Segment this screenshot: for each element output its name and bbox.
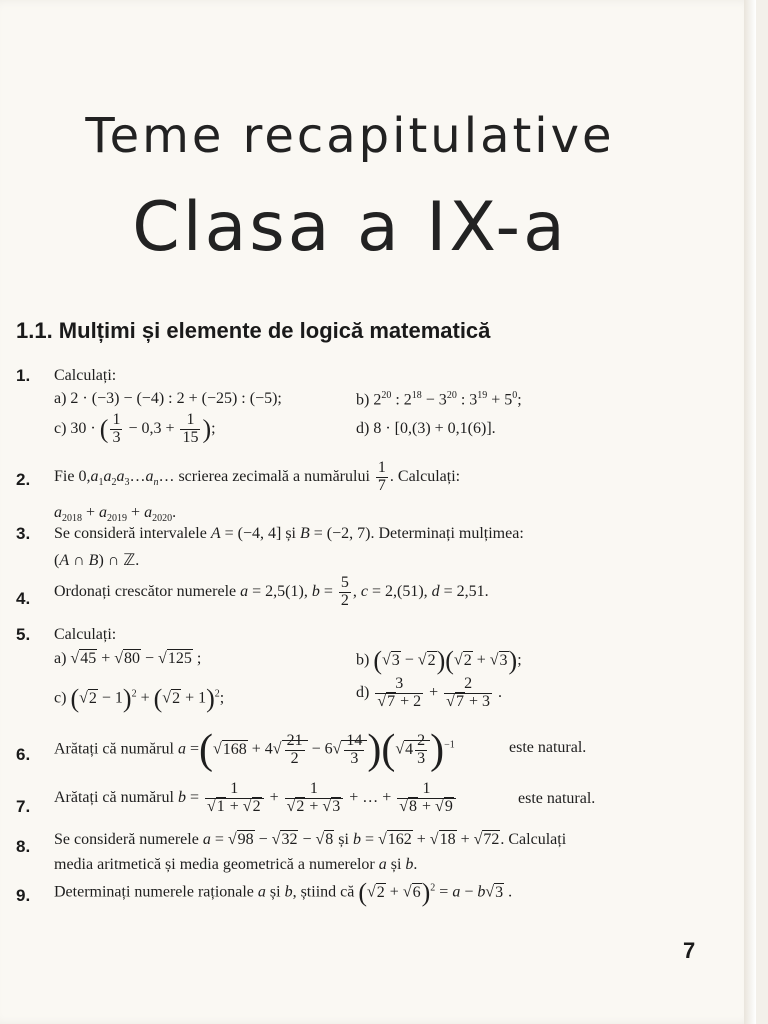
exercise-text: media aritmetică și media geometrică a numerelor a și b. <box>54 856 418 873</box>
exercise-part: c) $(√2 - 1)^2 + (√2 + 1)^2$; <box>54 684 225 713</box>
exercise-number: 7. <box>16 797 31 816</box>
exercise-part: d) 8 · [0,(3) + 0,1(6)]. <box>356 420 496 437</box>
exercise-number: 6. <box>16 745 31 764</box>
exercise-text: Calculați: <box>54 367 117 384</box>
exercise-text: Determinați numerele raționale a și b, știind că $(√2 + √6)^2 = a - b√3$ . <box>54 878 513 907</box>
exercise-text: Ordonați crescător numerele a = 2,5(1), b = $\frac{5}{2}$ , c = 2,(51), d = 2,51. <box>54 574 489 609</box>
exercise-part: a) 2 · (−3) − (−4) : 2 + (−25) : (−5); <box>54 390 282 407</box>
exercise-number: 4. <box>16 589 31 608</box>
exercise-text: Arătați că numărul <box>54 788 174 806</box>
exercise-text: Se consideră intervalele A = (−4, 4] și B = (−2, 7). Determinați mulțimea: <box>54 525 524 542</box>
exercise-text: (A ∩ B) ∩ ℤ. <box>54 552 140 569</box>
exercise-text: Fie $0,a_1a_2a_3\dots a_n\dots$ scrierea zecimală a numărului $\frac{1}{7}$ . Calculați: <box>54 459 461 494</box>
exercise-part: d) $\frac{3}{√7 + 2}$ + $\frac{2}{√7 + 3}$ . <box>356 675 502 710</box>
exercise-text: Arătați că numărul a =(√168 + 4√ $\frac{21}{2}$ − 6√ $\frac{14}{3}$ )(√4 $\frac{2}{3}$ )$^{-1}$ <box>54 727 455 773</box>
exercise-number: 3. <box>16 524 31 543</box>
exercise-text: Arătați că numărul b = $\frac{1}{√1 + √2}$ + $\frac{1}{√2 + √3}$ + … + $\frac{1}{√8 + √9}$ <box>54 781 458 816</box>
exercise-text: este natural. <box>518 790 596 807</box>
page-edge <box>744 0 756 1024</box>
exercise-text: $a_{2018} + a_{2019} + a_{2020}$. <box>54 504 177 525</box>
exercise-number: 9. <box>16 886 31 905</box>
page-title: Teme recapitulative <box>85 108 615 164</box>
section-heading: 1.1. Mulțimi și elemente de logică matematică <box>16 318 491 343</box>
exercise-part: a) √45 + √80 − √125 ; <box>54 650 202 667</box>
exercise-part: b) $2^{20}$ : $2^{18} - 3^{20}$ : $3^{19} + 5^0$; <box>356 390 522 409</box>
exercise-number: 5. <box>16 625 31 644</box>
exercise-number: 2. <box>16 470 31 489</box>
exercise-part: c) 30 · ( $\frac{1}{3}$ − 0,3 + $\frac{1}{15}$ ); <box>54 411 216 446</box>
exercise-text: Calculați: <box>54 626 117 643</box>
page-number: 7 <box>683 938 696 963</box>
exercise-text: Arătați că numărul <box>54 740 174 758</box>
exercise-part: b) (√3 − √2)(√2 + √3); <box>356 646 522 675</box>
exercise-number: 1. <box>16 366 31 385</box>
exercise-text: Se consideră numerele a = √98 − √32 − √8 și b = √162 + √18 + √72. Calculați <box>54 831 567 848</box>
exercise-text: este natural. <box>509 739 587 756</box>
page-subtitle: Clasa a IX-a <box>132 188 568 267</box>
exercise-number: 8. <box>16 837 31 856</box>
